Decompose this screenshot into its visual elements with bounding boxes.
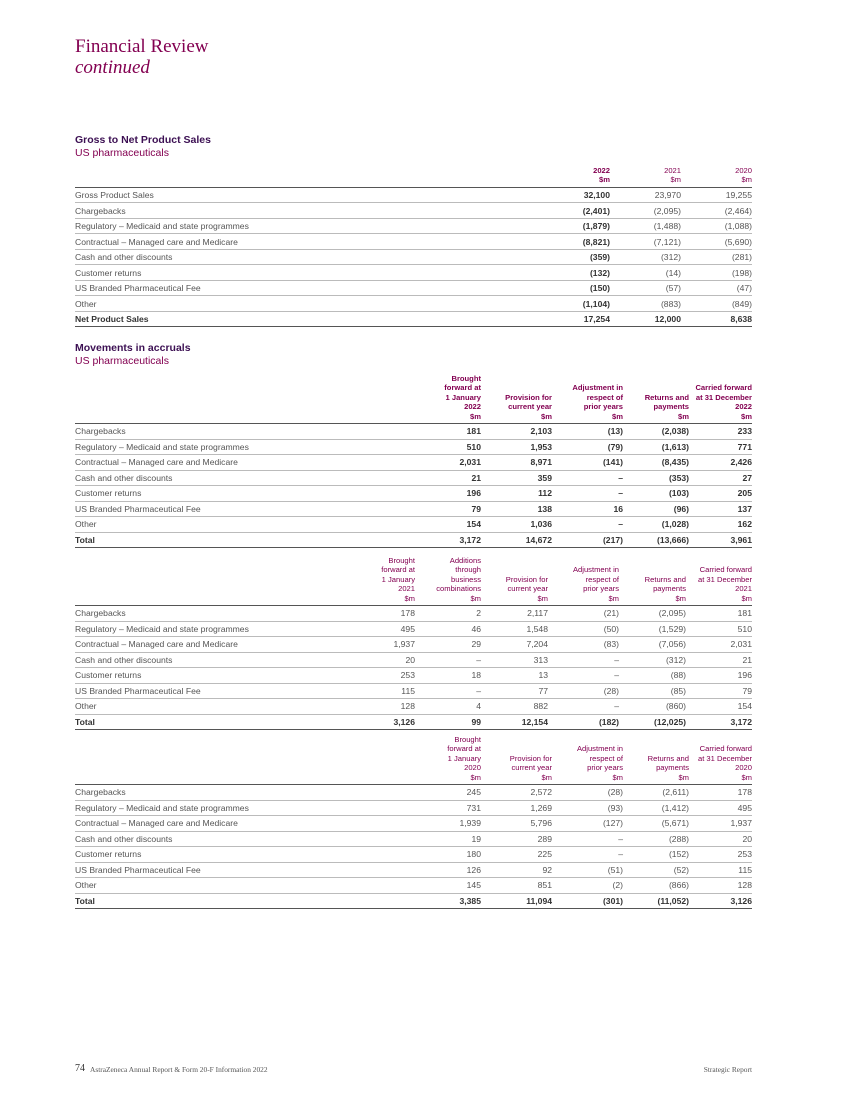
table-cell: 495	[345, 621, 415, 637]
table-row	[75, 847, 752, 863]
table-cell: 126	[409, 862, 481, 878]
table-cell: 20	[345, 652, 415, 668]
row-label: Cash and other discounts	[75, 249, 538, 265]
column-header: Carried forward at 31 December 2020 $m	[689, 735, 752, 785]
column-header: 2022 $m	[538, 166, 610, 187]
column-header: Brought forward at 1 January 2020 $m	[409, 735, 481, 785]
table-cell: (132)	[538, 265, 610, 281]
table-cell: (7,121)	[610, 234, 681, 250]
table-cell: (7,056)	[619, 637, 686, 653]
table-cell: (47)	[681, 280, 752, 296]
row-label: Chargebacks	[75, 785, 409, 801]
table-row	[75, 280, 752, 296]
table-cell: (13)	[552, 424, 623, 440]
table-cell: (1,088)	[681, 218, 752, 234]
row-label: Contractual – Managed care and Medicare	[75, 234, 538, 250]
table-cell: (2,095)	[619, 606, 686, 622]
table-cell: 20	[689, 831, 752, 847]
table-row	[75, 668, 752, 684]
table-cell: 19,255	[681, 187, 752, 203]
table-cell: 145	[409, 878, 481, 894]
table-cell: (288)	[623, 831, 689, 847]
accruals-title: Movements in accruals	[75, 342, 191, 354]
table-cell: 27	[689, 470, 752, 486]
table-cell: (2,038)	[623, 424, 689, 440]
table-row	[75, 455, 752, 471]
table-cell: (79)	[552, 439, 623, 455]
row-label: Regulatory – Medicaid and state programmes	[75, 800, 409, 816]
table-cell: (8,821)	[538, 234, 610, 250]
table-cell: 12,000	[610, 311, 681, 327]
table-cell: 2,103	[481, 424, 552, 440]
row-label: Regulatory – Medicaid and state programmes	[75, 218, 538, 234]
page-title: Financial Review	[75, 36, 209, 57]
table-cell: 2,031	[409, 455, 481, 471]
column-header: Additions through business combinations $m	[415, 556, 481, 606]
table-cell: (14)	[610, 265, 681, 281]
table-cell: 21	[409, 470, 481, 486]
table-cell: 3,172	[686, 714, 752, 730]
column-header: Provision for current year $m	[481, 556, 548, 606]
table-cell: (883)	[610, 296, 681, 312]
table-cell: 154	[409, 517, 481, 533]
table-cell: 3,961	[689, 532, 752, 548]
table-row	[75, 637, 752, 653]
table-cell: –	[415, 683, 481, 699]
page-number: 74	[75, 1063, 85, 1074]
column-header: Brought forward at 1 January 2021 $m	[345, 556, 415, 606]
row-label: Regulatory – Medicaid and state programmes	[75, 439, 409, 455]
table-cell: 1,953	[481, 439, 552, 455]
table-cell: 115	[345, 683, 415, 699]
table-cell: –	[552, 831, 623, 847]
table-row	[75, 606, 752, 622]
table-row	[75, 296, 752, 312]
table-cell: (1,613)	[623, 439, 689, 455]
table-cell: 8,971	[481, 455, 552, 471]
table-cell: (5,671)	[623, 816, 689, 832]
table-cell: 289	[481, 831, 552, 847]
table-row	[75, 683, 752, 699]
table-cell: 2,426	[689, 455, 752, 471]
table-cell: (57)	[610, 280, 681, 296]
table-cell: 21	[686, 652, 752, 668]
table-cell: 2,031	[686, 637, 752, 653]
table-cell: 510	[409, 439, 481, 455]
table-cell: (2,095)	[610, 203, 681, 219]
table-cell: 5,796	[481, 816, 552, 832]
table-cell: 178	[345, 606, 415, 622]
table-cell: (88)	[619, 668, 686, 684]
row-label: US Branded Pharmaceutical Fee	[75, 862, 409, 878]
accruals-subtitle: US pharmaceuticals	[75, 355, 169, 367]
table-cell: 162	[689, 517, 752, 533]
column-header: 2020 $m	[681, 166, 752, 187]
table-cell: (21)	[548, 606, 619, 622]
table-row	[75, 203, 752, 219]
table-cell: (50)	[548, 621, 619, 637]
table-cell: 359	[481, 470, 552, 486]
table-row	[75, 831, 752, 847]
table-cell: 112	[481, 486, 552, 502]
table-cell: 205	[689, 486, 752, 502]
table-cell: (1,412)	[623, 800, 689, 816]
table-cell: (8,435)	[623, 455, 689, 471]
row-label: Customer returns	[75, 265, 538, 281]
table-cell: (359)	[538, 249, 610, 265]
footer-section: Strategic Report	[703, 1065, 752, 1074]
table-cell: 851	[481, 878, 552, 894]
table-cell: 13	[481, 668, 548, 684]
row-label: Other	[75, 517, 409, 533]
table-cell: 115	[689, 862, 752, 878]
table-cell: 1,937	[345, 637, 415, 653]
table-cell: (1,488)	[610, 218, 681, 234]
table-cell: 11,094	[481, 893, 552, 909]
column-header: Returns and payments $m	[619, 556, 686, 606]
row-label: Chargebacks	[75, 203, 538, 219]
table-cell: 196	[409, 486, 481, 502]
table-cell: 1,269	[481, 800, 552, 816]
row-label: Cash and other discounts	[75, 470, 409, 486]
table-cell: (28)	[548, 683, 619, 699]
row-label: US Branded Pharmaceutical Fee	[75, 501, 409, 517]
table-cell: 92	[481, 862, 552, 878]
table-cell: 16	[552, 501, 623, 517]
table-cell: 1,937	[689, 816, 752, 832]
table-cell: 313	[481, 652, 548, 668]
table-cell: (198)	[681, 265, 752, 281]
table-cell: (13,666)	[623, 532, 689, 548]
table-cell: 225	[481, 847, 552, 863]
column-header: Adjustment in respect of prior years $m	[552, 374, 623, 424]
table-cell: 14,672	[481, 532, 552, 548]
row-label: US Branded Pharmaceutical Fee	[75, 280, 538, 296]
row-label: Total	[75, 532, 409, 548]
table-cell: 2	[415, 606, 481, 622]
table-cell: 882	[481, 699, 548, 715]
row-label: Contractual – Managed care and Medicare	[75, 637, 345, 653]
table-cell: –	[552, 517, 623, 533]
table-cell: 731	[409, 800, 481, 816]
table-cell: (96)	[623, 501, 689, 517]
accruals-2022-table	[75, 374, 752, 548]
table-cell: 12,154	[481, 714, 548, 730]
table-cell: 1,036	[481, 517, 552, 533]
table-cell: (1,879)	[538, 218, 610, 234]
table-cell: 181	[409, 424, 481, 440]
table-cell: –	[415, 652, 481, 668]
table-cell: 245	[409, 785, 481, 801]
table-cell: –	[552, 847, 623, 863]
table-cell: 7,204	[481, 637, 548, 653]
table-cell: (93)	[552, 800, 623, 816]
column-header: Adjustment in respect of prior years $m	[552, 735, 623, 785]
table-cell: (2,401)	[538, 203, 610, 219]
table-row	[75, 424, 752, 440]
table-cell: (12,025)	[619, 714, 686, 730]
row-label: Customer returns	[75, 847, 409, 863]
table-row	[75, 187, 752, 203]
column-header: Returns and payments $m	[623, 374, 689, 424]
row-label: Customer returns	[75, 486, 409, 502]
table-cell: (849)	[681, 296, 752, 312]
table-cell: 128	[345, 699, 415, 715]
table-cell: 3,126	[689, 893, 752, 909]
column-header: 2021 $m	[610, 166, 681, 187]
table-row	[75, 862, 752, 878]
footer-publication: AstraZeneca Annual Report & Form 20-F Information 2022	[90, 1065, 268, 1074]
table-row	[75, 893, 752, 909]
table-cell: (312)	[610, 249, 681, 265]
table-cell: 2,572	[481, 785, 552, 801]
table-cell: (141)	[552, 455, 623, 471]
table-cell: (11,052)	[623, 893, 689, 909]
table-cell: 510	[686, 621, 752, 637]
column-header: Provision for current year $m	[481, 374, 552, 424]
table-cell: (353)	[623, 470, 689, 486]
row-label: Other	[75, 699, 345, 715]
table-cell: 178	[689, 785, 752, 801]
table-row	[75, 621, 752, 637]
table-cell: 154	[686, 699, 752, 715]
row-label: US Branded Pharmaceutical Fee	[75, 683, 345, 699]
table-row	[75, 486, 752, 502]
table-row	[75, 501, 752, 517]
table-cell: (5,690)	[681, 234, 752, 250]
table-cell: 2,117	[481, 606, 548, 622]
row-label: Other	[75, 878, 409, 894]
accruals-2020-table	[75, 735, 752, 909]
table-cell: 77	[481, 683, 548, 699]
table-cell: 253	[689, 847, 752, 863]
table-cell: 3,126	[345, 714, 415, 730]
table-cell: 138	[481, 501, 552, 517]
table-row	[75, 218, 752, 234]
row-label: Total	[75, 714, 345, 730]
row-label: Regulatory – Medicaid and state programmes	[75, 621, 345, 637]
table-row	[75, 800, 752, 816]
table-row	[75, 878, 752, 894]
table-row	[75, 249, 752, 265]
table-cell: (312)	[619, 652, 686, 668]
table-cell: –	[548, 699, 619, 715]
table-cell: 196	[686, 668, 752, 684]
table-cell: (52)	[623, 862, 689, 878]
table-cell: (182)	[548, 714, 619, 730]
table-cell: 180	[409, 847, 481, 863]
gross-to-net-table	[75, 166, 752, 327]
table-cell: 253	[345, 668, 415, 684]
row-label: Contractual – Managed care and Medicare	[75, 816, 409, 832]
gross-to-net-subtitle: US pharmaceuticals	[75, 147, 169, 159]
table-row	[75, 234, 752, 250]
table-row	[75, 470, 752, 486]
table-cell: 181	[686, 606, 752, 622]
table-cell: 18	[415, 668, 481, 684]
table-cell: (860)	[619, 699, 686, 715]
row-label: Gross Product Sales	[75, 187, 538, 203]
column-header: Carried forward at 31 December 2022 $m	[689, 374, 752, 424]
table-cell: 46	[415, 621, 481, 637]
table-cell: –	[552, 486, 623, 502]
table-cell: 79	[686, 683, 752, 699]
table-cell: 29	[415, 637, 481, 653]
row-label: Net Product Sales	[75, 311, 538, 327]
table-cell: (1,104)	[538, 296, 610, 312]
table-cell: (217)	[552, 532, 623, 548]
table-cell: 23,970	[610, 187, 681, 203]
table-cell: 1,939	[409, 816, 481, 832]
table-cell: 771	[689, 439, 752, 455]
table-cell: 137	[689, 501, 752, 517]
page-subtitle: continued	[75, 57, 150, 78]
row-label: Customer returns	[75, 668, 345, 684]
table-cell: (866)	[623, 878, 689, 894]
table-cell: 233	[689, 424, 752, 440]
table-cell: –	[548, 668, 619, 684]
table-row	[75, 652, 752, 668]
column-header: Carried forward at 31 December 2021 $m	[686, 556, 752, 606]
table-row	[75, 311, 752, 327]
table-row	[75, 532, 752, 548]
table-cell: (51)	[552, 862, 623, 878]
table-cell: (103)	[623, 486, 689, 502]
table-row	[75, 265, 752, 281]
row-label: Contractual – Managed care and Medicare	[75, 455, 409, 471]
column-header: Provision for current year $m	[481, 735, 552, 785]
table-row	[75, 714, 752, 730]
row-label: Cash and other discounts	[75, 831, 409, 847]
gross-to-net-title: Gross to Net Product Sales	[75, 134, 211, 146]
table-cell: 79	[409, 501, 481, 517]
table-cell: (2)	[552, 878, 623, 894]
table-cell: (281)	[681, 249, 752, 265]
table-cell: 3,172	[409, 532, 481, 548]
table-cell: 495	[689, 800, 752, 816]
table-cell: (152)	[623, 847, 689, 863]
table-cell: 4	[415, 699, 481, 715]
table-row	[75, 439, 752, 455]
column-header: Brought forward at 1 January 2022 $m	[409, 374, 481, 424]
table-cell: 17,254	[538, 311, 610, 327]
table-cell: –	[552, 470, 623, 486]
table-row	[75, 816, 752, 832]
table-row	[75, 517, 752, 533]
accruals-2021-table	[75, 556, 752, 730]
table-cell: –	[548, 652, 619, 668]
table-cell: (1,028)	[623, 517, 689, 533]
table-cell: (2,611)	[623, 785, 689, 801]
row-label: Cash and other discounts	[75, 652, 345, 668]
table-row	[75, 699, 752, 715]
row-label: Chargebacks	[75, 606, 345, 622]
table-cell: 19	[409, 831, 481, 847]
table-cell: (150)	[538, 280, 610, 296]
table-cell: (301)	[552, 893, 623, 909]
row-label: Total	[75, 893, 409, 909]
table-cell: 8,638	[681, 311, 752, 327]
table-cell: (85)	[619, 683, 686, 699]
row-label: Other	[75, 296, 538, 312]
table-cell: (1,529)	[619, 621, 686, 637]
table-cell: (2,464)	[681, 203, 752, 219]
table-cell: (83)	[548, 637, 619, 653]
table-row	[75, 785, 752, 801]
table-cell: 99	[415, 714, 481, 730]
table-cell: (28)	[552, 785, 623, 801]
column-header: Adjustment in respect of prior years $m	[548, 556, 619, 606]
table-cell: 3,385	[409, 893, 481, 909]
table-cell: 1,548	[481, 621, 548, 637]
table-cell: 32,100	[538, 187, 610, 203]
table-cell: (127)	[552, 816, 623, 832]
column-header: Returns and payments $m	[623, 735, 689, 785]
table-cell: 128	[689, 878, 752, 894]
row-label: Chargebacks	[75, 424, 409, 440]
